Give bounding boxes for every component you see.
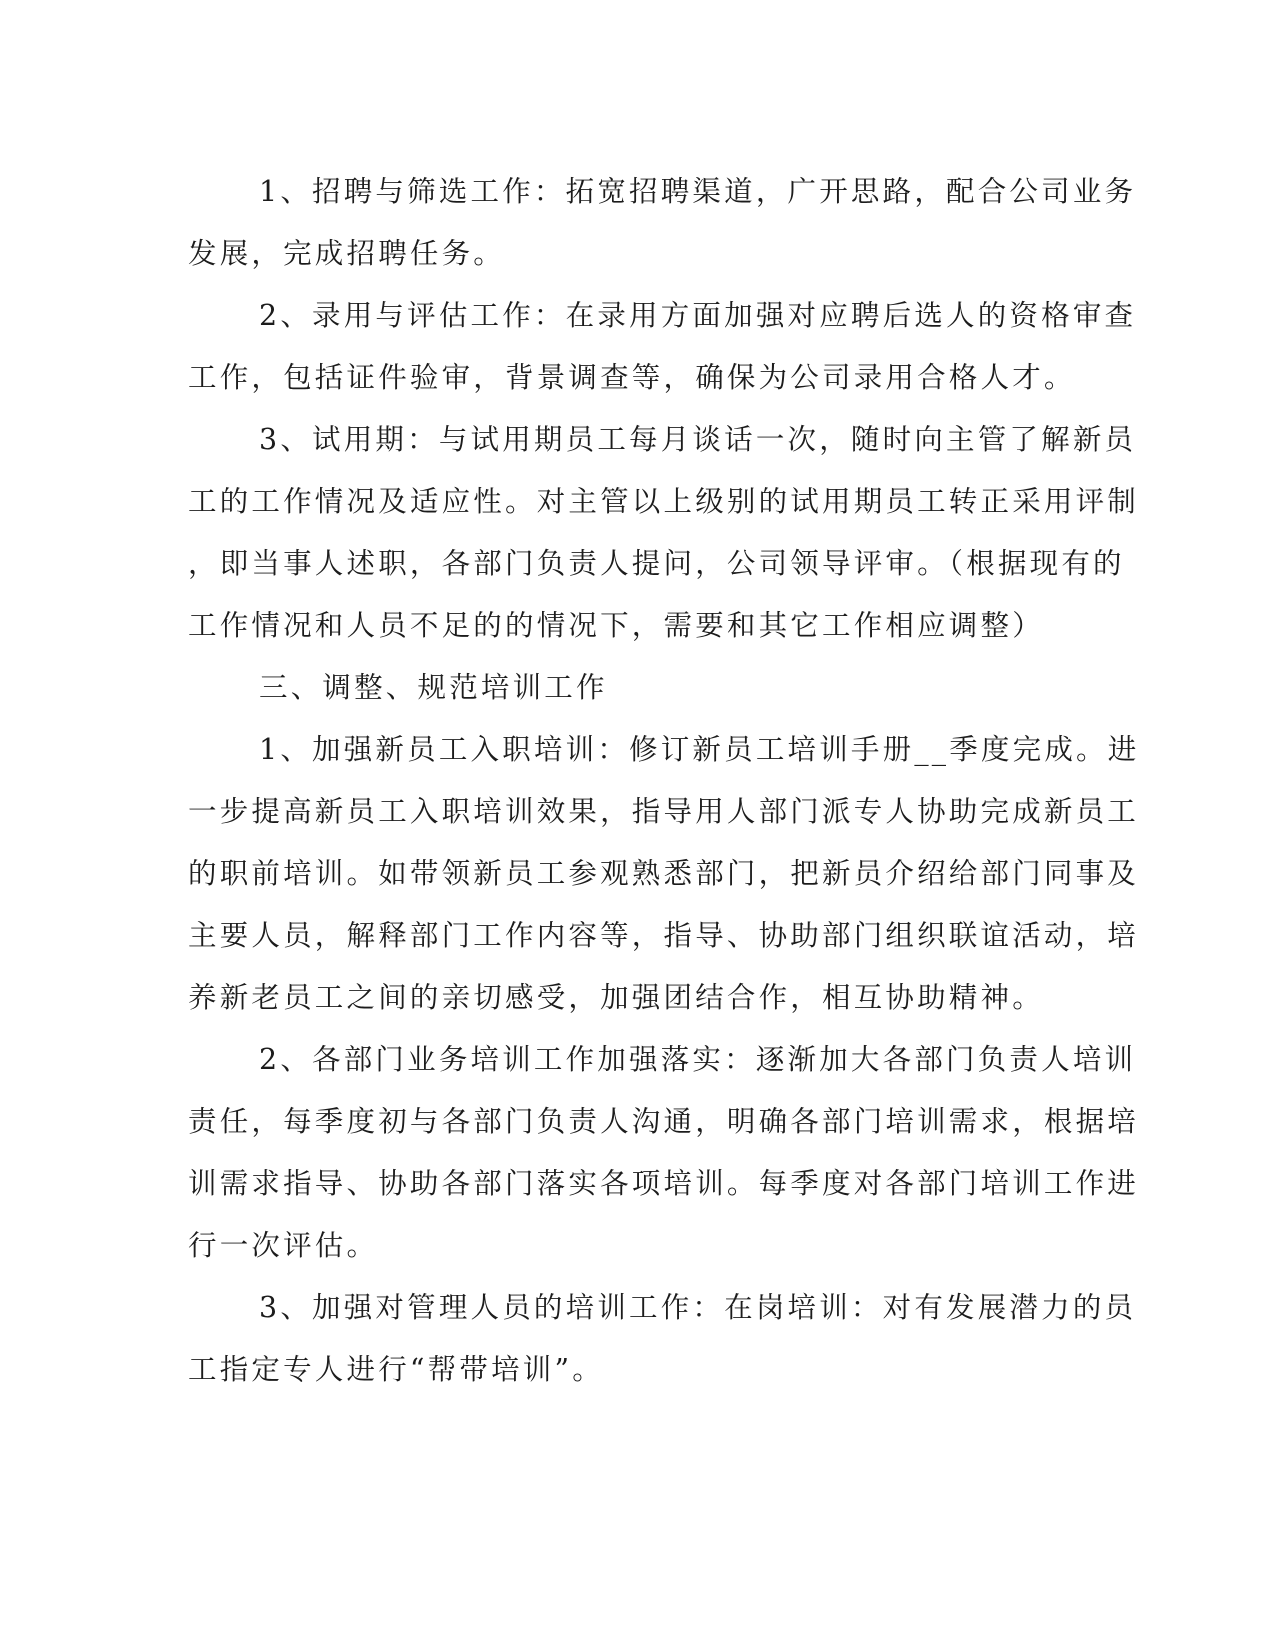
- text-line: 3、加强对管理人员的培训工作：在岗培训：对有发展潜力的员: [259, 1291, 1137, 1324]
- text-line: 工的工作情况及适应性。对主管以上级别的试用期员工转正采用评制: [188, 485, 1140, 518]
- text-line: 责任，每季度初与各部门负责人沟通，明确各部门培训需求，根据培: [188, 1105, 1140, 1138]
- text-line: 行一次评估。: [188, 1229, 379, 1262]
- section-heading: 三、调整、规范培训工作: [259, 671, 608, 704]
- text-line: 工作情况和人员不足的的情况下，需要和其它工作相应调整）: [188, 609, 1044, 642]
- text-line: 1、加强新员工入职培训：修订新员工培训手册__季度完成。进: [259, 733, 1140, 766]
- text-line: 3、试用期：与试用期员工每月谈话一次，随时向主管了解新员: [259, 423, 1137, 456]
- text-line: 工指定专人进行“帮带培训”。: [188, 1353, 604, 1386]
- document-body: [188, 161, 1140, 1401]
- text-line: 1、招聘与筛选工作：拓宽招聘渠道，广开思路，配合公司业务: [259, 175, 1137, 208]
- text-line: 发展，完成招聘任务。: [188, 237, 506, 270]
- text-line: 主要人员，解释部门工作内容等，指导、协助部门组织联谊活动，培: [188, 919, 1140, 952]
- text-line: 养新老员工之间的亲切感受，加强团结合作，相互协助精神。: [188, 981, 1044, 1014]
- text-line: 工作，包括证件验审，背景调查等，确保为公司录用合格人才。: [188, 361, 1076, 394]
- text-line: 2、各部门业务培训工作加强落实：逐渐加大各部门负责人培训: [259, 1043, 1137, 1076]
- text-line: ，即当事人述职，各部门负责人提问，公司领导评审。（根据现有的: [188, 547, 1125, 580]
- text-line: 2、录用与评估工作：在录用方面加强对应聘后选人的资格审查: [259, 299, 1137, 332]
- text-line: 训需求指导、协助各部门落实各项培训。每季度对各部门培训工作进: [188, 1167, 1140, 1200]
- text-line: 一步提高新员工入职培训效果，指导用人部门派专人协助完成新员工: [188, 795, 1140, 828]
- text-line: 的职前培训。如带领新员工参观熟悉部门，把新员介绍给部门同事及: [188, 857, 1140, 890]
